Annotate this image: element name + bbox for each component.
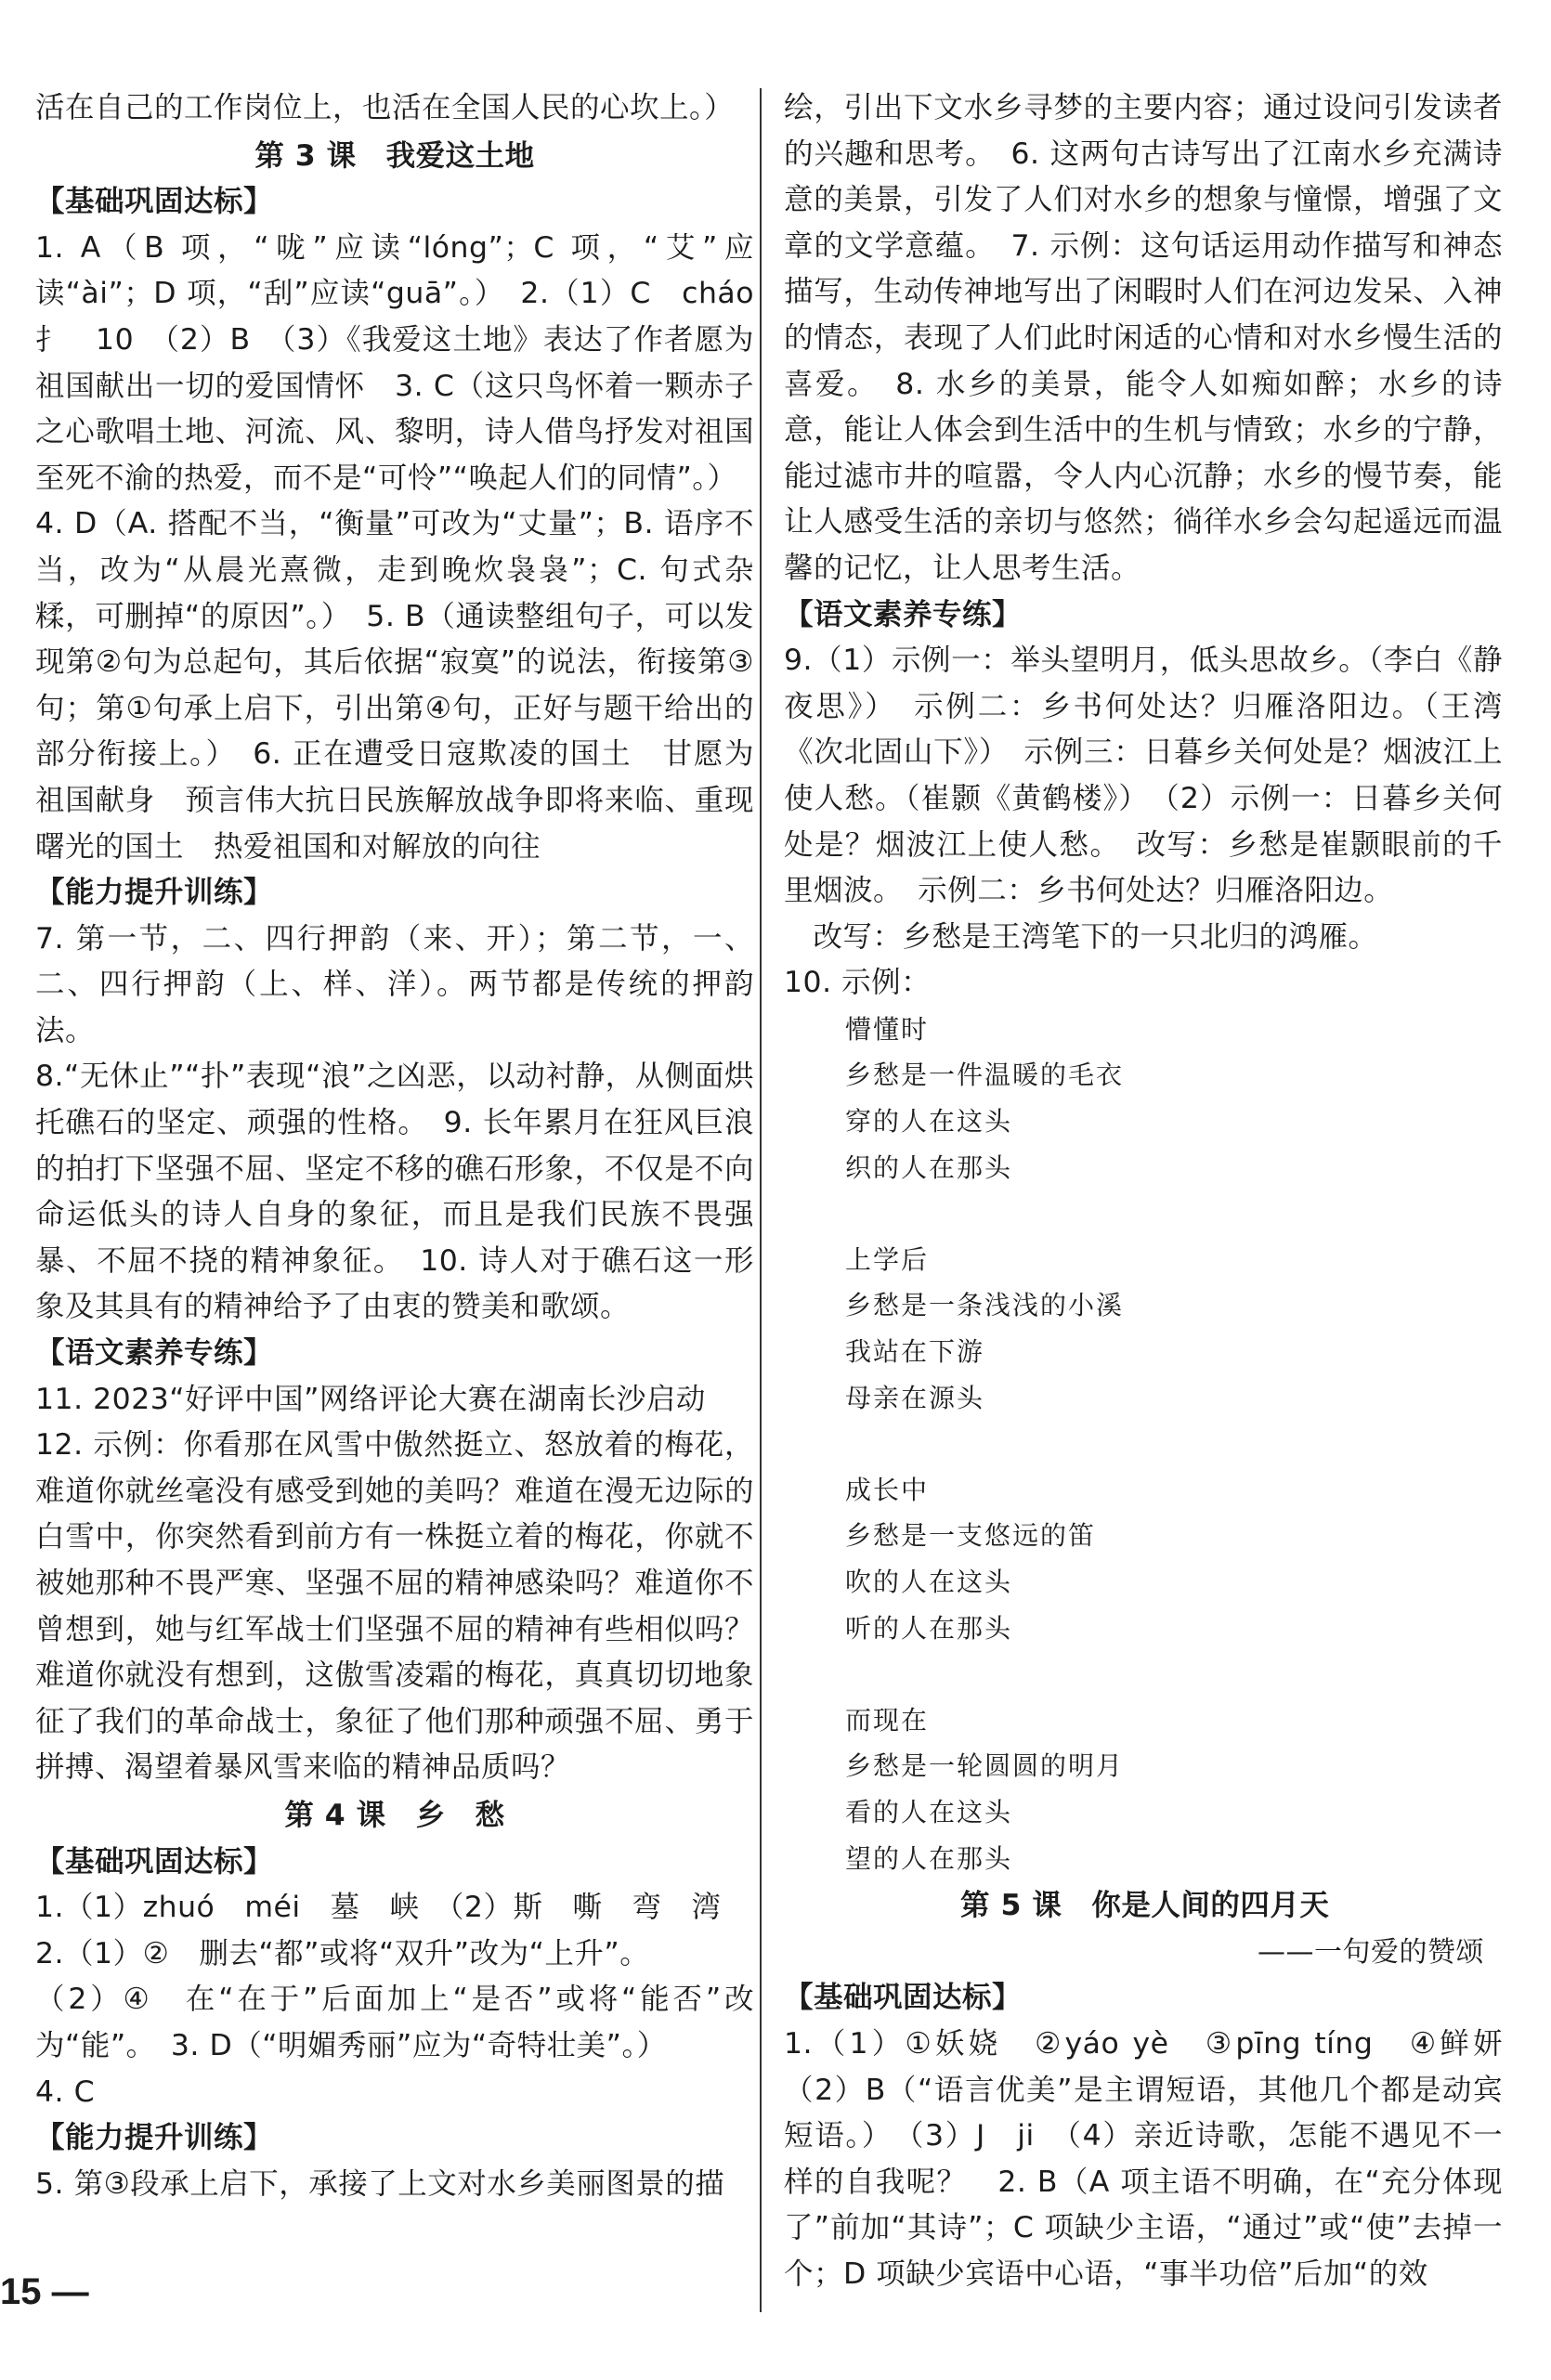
lesson3-section-ability: 【能力提升训练】 (35, 876, 274, 910)
lesson3-ability-text2: 8.“无休止”“扑”表现“浪”之凶恶，以动衬静，从侧面烘托礁石的坚定、顽强的性格。 9. 长年累月在狂风巨浪的拍打下坚强不屈、坚定不移的礁石形象，不仅是不向命运低头的诗人自身的象征，而且是我们民族不畏强暴、不屈不挠的精神象征。 10. 诗人对于礁石这一形象及其具有的精神给予了由衷的赞美和歌颂。 (35, 1060, 754, 1324)
lesson3-ability-text1: 7. 第一节，二、四行押韵（来、开）；第二节，一、二、四行押韵（上、样、洋）。两节都是传统的押韵法。 (35, 921, 754, 1047)
lesson5-section-basic: 【基础巩固达标】 (784, 1981, 1023, 2015)
right-literacy-text: 9.（1）示例一：举头望明月，低头思故乡。（李白《静夜思》） 示例二：乡书何处达？归雁洛阳边。（王湾《次北固山下》） 示例三：日暮乡关何处是？烟波江上使人愁。（崔颢《黄鹤楼》） （2）示例一：日暮乡关何处是？烟波江上使人愁。 改写：乡愁是崔颢眼前的千里烟波。 示例二：乡书何处达？归雁洛阳边。 (784, 644, 1503, 908)
lesson3-basic-text2: 4. D（A. 搭配不当，“衡量”可改为“丈量”；B. 语序不当，改为“从晨光熹微，走到晚炊袅袅”；C. 句式杂糅，可删掉“的原因”。） 5. B（通读整组句子，可以发现第②句为总起句，其后依据“寂寞”的说法，衔接第③句；第①句承上启下，引出第④句，正好与题干给出的部分衔接上。） 6. 正在遭受日寇欺凌的国土 甘愿为祖国献身 预言伟大抗日民族解放战争即将来临、重现曙光的国土 热爱祖国和对解放的向往 (35, 507, 754, 864)
poem-line: 乡愁是一件温暖的毛衣 (845, 1060, 1125, 1091)
lesson3-literacy-text2: 12. 示例：你看那在风雪中傲然挺立、怒放着的梅花，难道你就丝毫没有感受到她的美吗？难道在漫无边际的白雪中，你突然看到前方有一株挺立着的梅花，你就不被她那种不畏严寒、坚强不屈的精神感染吗？难道你不曾想到，她与红军战士们坚强不屈的精神有些相似吗？难道你就没有想到，这傲雪凌霜的梅花，真真切切地象征了我们的革命战士，象征了他们那种顽强不屈、勇于拼搏、渴望着暴风雪来临的精神品质吗？ (35, 1428, 754, 1785)
poem-line: 而现在 (845, 1704, 930, 1736)
lesson3-literacy-text1: 11. 2023“好评中国”网络评论大赛在湖南长沙启动 (35, 1382, 706, 1416)
lesson4-section-basic: 【基础巩固达标】 (35, 1844, 274, 1879)
lesson3-title: 第 3 课 我爱这土地 (254, 138, 535, 173)
poem-line: 穿的人在这头 (845, 1106, 1013, 1138)
poem-line: 乡愁是一条浅浅的小溪 (845, 1290, 1125, 1321)
poem-line: 望的人在那头 (845, 1842, 1013, 1874)
column-divider (760, 88, 762, 2312)
lesson4-title: 第 4 课 乡 愁 (284, 1798, 505, 1832)
poem-line: 吹的人在这头 (845, 1567, 1013, 1597)
poem-line: 看的人在这头 (845, 1796, 1013, 1827)
poem-line: 织的人在那头 (845, 1151, 1013, 1183)
poem-line: 听的人在那头 (845, 1612, 1013, 1644)
lesson4-basic-line1: 1.（1）zhuó méi 墓 峡 （2）斯 嘶 弯 湾 (35, 1891, 722, 1925)
poem-line: 上学后 (845, 1243, 930, 1275)
lesson4-basic-line4: 4. C (35, 2074, 96, 2109)
lesson3-basic-text: 1. A（B 项，“咙”应读“lóng”；C 项，“艾”应读“ài”；D 项，“刮”应读“guā”。） 2.（1）C cháo 扌 10 （2）B （3）《我爱这土地》表达了作者愿为祖国献出一切的爱国情怀 3. C（这只鸟怀着一颗赤子之心歌唱土地、河流、风、黎明，诗人借鸟抒发对祖国至死不渝的热爱，而不是“可怜”“唤起人们的同情”。） (35, 230, 785, 495)
poem-stanza-gap (845, 1190, 1503, 1237)
poem-line: 我站在下游 (845, 1336, 985, 1368)
right-section-literacy: 【语文素养专练】 (784, 597, 1023, 631)
lesson3-section-basic: 【基础巩固达标】 (35, 185, 274, 219)
lesson5-subtitle: ——一句爱的赞颂 (1258, 1935, 1484, 1969)
lesson4-basic-line2: 2.（1）② 删去“都”或将“双升”改为“上升”。 (35, 1936, 650, 1970)
intro-text: 活在自己的工作岗位上，也活在全国人民的心坎上。） (35, 91, 735, 124)
poem-stanza-gap (845, 1421, 1503, 1467)
poem-stanza-gap (845, 1651, 1503, 1697)
poem-line: 母亲在源头 (845, 1382, 985, 1413)
right-literacy-rewrite: 改写：乡愁是王湾笔下的一只北归的鸿雁。 (813, 919, 1378, 954)
right-cont-text: 绘，引出下文水乡寻梦的主要内容；通过设问引发读者的兴趣和思考。 6. 这两句古诗写出了江南水乡充满诗意的美景，引发了人们对水乡的想象与憧憬，增强了文章的文学意蕴。 7. 示例：这句话运用动作描写和神态描写，生动传神地写出了闲暇时人们在河边发呆、入神的情态，表现了人们此时闲适的心情和对水乡慢生活的喜爱。 8. 水乡的美景，能令人如痴如醉；水乡的诗意，能让人体会到生活中的生机与情致；水乡的宁静，能过滤市井的喧嚣，令人内心沉静；水乡的慢节奏，能让人感受生活的亲切与悠然；徜徉水乡会勾起遥远而温馨的记忆，让人思考生活。 (784, 91, 1503, 585)
lesson5-title: 第 5 课 你是人间的四月天 (960, 1889, 1330, 1923)
poem-line: 懵懂时 (845, 1013, 930, 1045)
lesson4-section-ability: 【能力提升训练】 (35, 2121, 274, 2155)
poem-line: 成长中 (845, 1474, 930, 1505)
left-column (35, 85, 785, 2207)
right-column (784, 85, 1533, 2298)
poem-line: 乡愁是一支悠远的笛 (845, 1520, 1097, 1552)
lesson4-ability-line: 5. 第③段承上启下，承接了上文对水乡美丽图景的描 (35, 2166, 725, 2201)
lesson5-basic-text: 1.（1）①妖娆 ②yáo yè ③pīng tíng ④鲜妍 （2）B（“语言优美”是主谓短语，其他几个都是动宾短语。） （3）J ji （4）亲近诗歌，怎能不遇见不一样的自我呢？ 2. B（A 项主语不明确，在“充分体现了”前加“其诗”；C 项缺少主语，“通过”或“使”去掉一个；D 项缺少宾语中心语，“事半功倍”后加“的效 (784, 2026, 1533, 2291)
poem (784, 1007, 1503, 1881)
lesson3-section-literacy: 【语文素养专练】 (35, 1336, 274, 1371)
poem-line: 乡愁是一轮圆圆的明月 (845, 1750, 1125, 1782)
lesson4-basic-line3: （2）④ 在“在于”后面加上“是否”或将“能否”改为“能”。 3. D（“明媚秀丽”应为“奇特壮美”。） (35, 1983, 754, 2062)
q10-label: 10. 示例： (784, 966, 932, 1000)
page-number: 15 — (0, 2271, 89, 2312)
